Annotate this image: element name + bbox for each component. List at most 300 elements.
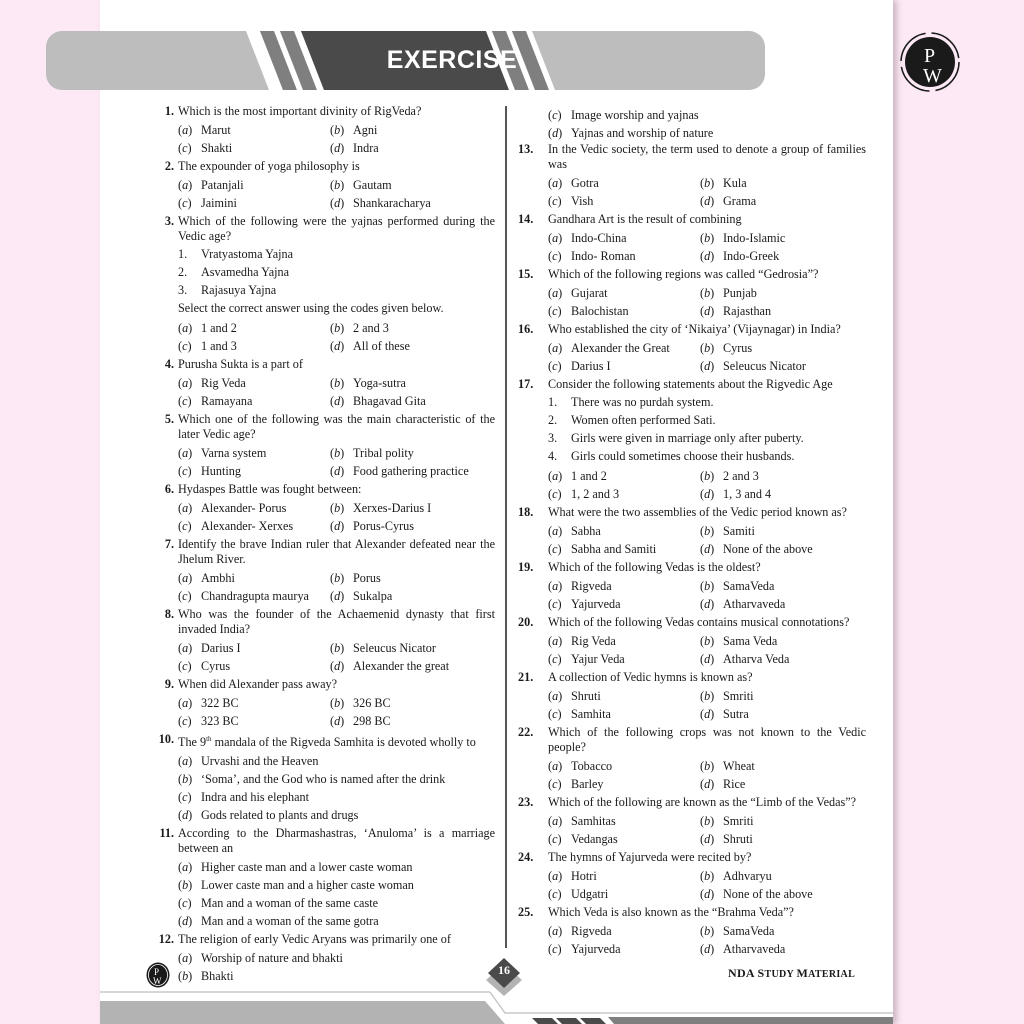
option-item [548,524,700,539]
question-text: Consider the following statements about the Rigvedic Age [548,377,833,391]
footer-decoration [100,990,893,1024]
question-text: Which of the following are known as the “Limb of the Vedas”? [548,795,857,809]
option-letter: b [704,523,711,538]
option-item [330,641,495,656]
option-text: Vedangas [571,831,618,846]
option-item [178,123,330,138]
option-letter: c [182,713,188,728]
question-number: 12. [158,932,174,947]
option-item [700,249,866,264]
option-letter: a [182,177,189,192]
option-item [548,579,700,594]
statement-number: 4. [548,449,558,463]
question-text: The hymns of Yajurveda were recited by? [548,850,752,864]
footer-pw-logo-icon [146,962,170,988]
option-label: (b) [330,445,345,460]
option-text: Xerxes-Darius I [353,500,432,515]
option-letter: c [182,140,188,155]
option-text: SamaVeda [723,578,775,593]
option-item [548,108,866,123]
option-letter: d [552,125,559,140]
option-label: (c) [548,486,562,501]
option-text: 1 and 2 [571,468,607,483]
option-item [178,376,330,391]
option-letter: a [552,340,559,355]
options-list [548,867,866,903]
option-label: (a) [178,753,193,768]
statement-number: 3. [548,431,558,445]
option-text: Bhagavad Gita [353,393,426,408]
options-list [548,339,866,375]
option-letter: a [182,122,189,137]
instruction-note: Select the correct answer using the codes given below. [178,301,444,315]
question-item [518,795,866,848]
option-label: (a) [178,695,193,710]
question-item [148,214,495,355]
option-item [330,321,495,336]
option-text: Samhita [571,706,611,721]
option-text: Porus [353,570,381,585]
option-letter: d [704,776,711,791]
option-text: 1 and 2 [201,320,237,335]
option-text: 298 BC [353,713,391,728]
option-letter: b [334,445,341,460]
option-letter: b [704,868,711,883]
option-item [178,321,330,336]
option-text: Gods related to plants and drugs [201,807,359,822]
option-label: (b) [700,813,715,828]
question-number: 15. [518,267,534,281]
option-text: Yoga-sutra [353,375,406,390]
option-label: (c) [548,303,562,318]
option-label: (a) [548,688,563,703]
option-letter: c [552,776,558,791]
question-number: 14. [518,212,534,226]
svg-text:P: P [154,967,160,977]
options-list [548,922,866,958]
pw-logo-icon [900,32,960,92]
option-letter: a [182,859,189,874]
option-label: (b) [178,968,193,983]
option-text: Rig Veda [201,375,246,390]
question-item [148,826,495,930]
option-text: Patanjali [201,177,244,192]
option-letter: c [552,596,558,611]
option-label: (b) [178,877,193,892]
statement-text: Girls were given in marriage only after puberty. [571,431,804,445]
option-text: Shakti [201,140,233,155]
option-letter: c [552,107,558,122]
statement-text: Rajasuya Yajna [201,283,277,297]
option-letter: c [182,195,188,210]
options-list [178,949,495,985]
options-list [548,522,866,558]
option-item [330,123,495,138]
options-list [548,757,866,793]
option-label: (a) [178,640,193,655]
question-text-part: mandala of the Rigveda Samhita is devoted wholly to [211,735,476,750]
option-label: (b) [330,500,345,515]
question-text: Which of the following crops was not known to the Vedic people? [548,725,866,754]
footer-title-part: M [796,966,809,980]
option-label: (a) [548,633,563,648]
option-letter: a [182,500,189,515]
option-label: (d) [700,831,715,846]
option-item [178,878,495,893]
option-letter: c [552,358,558,373]
question-text: Which of the following were the yajnas performed during the Vedic age? [178,214,495,243]
option-label: (b) [330,695,345,710]
option-label: (d) [700,886,715,901]
statement-item [178,247,495,262]
option-letter: a [552,813,559,828]
statement-number: 1. [548,395,558,409]
option-label: (d) [700,486,715,501]
option-item [178,808,495,823]
option-item [700,524,866,539]
question-item [518,670,866,723]
option-letter: b [182,771,189,786]
option-letter: b [704,633,711,648]
option-letter: a [182,375,189,390]
option-text: Tobacco [571,758,613,773]
question-item [518,267,866,320]
option-item [700,487,866,502]
option-text: 323 BC [201,713,239,728]
option-letter: d [182,913,189,928]
options-list [178,694,495,730]
option-item [178,501,330,516]
option-letter: c [182,588,188,603]
option-text: Man and a woman of the same gotra [201,913,379,928]
option-label: (b) [700,923,715,938]
option-label: (a) [548,868,563,883]
option-text: Tribal polity [353,445,414,460]
option-text: Atharvaveda [723,941,786,956]
option-label: (c) [178,518,192,533]
statement-text: Girls could sometimes choose their husbands. [571,449,795,463]
option-item [178,659,330,674]
option-text: Worship of nature and bhakti [201,950,343,965]
option-letter: b [334,500,341,515]
statement-number: 2. [548,413,558,427]
option-label: (d) [330,588,345,603]
option-letter: a [182,950,189,965]
option-text: Chandragupta maurya [201,588,309,603]
option-label: (d) [700,358,715,373]
question-number: 17. [518,377,534,391]
option-text: Cyrus [723,340,753,355]
option-item [178,339,330,354]
question-text: Hydaspes Battle was fought between: [178,482,362,496]
option-letter: a [182,695,189,710]
option-label: (b) [700,578,715,593]
option-item [548,759,700,774]
option-letter: b [182,877,189,892]
option-label: (a) [178,570,193,585]
option-item [330,571,495,586]
question-item [148,537,495,605]
option-label: (a) [178,445,193,460]
option-label: (a) [548,468,563,483]
option-text: Shruti [723,831,753,846]
option-letter: c [552,303,558,318]
option-letter: d [704,358,711,373]
option-letter: a [182,320,189,335]
option-letter: a [552,923,559,938]
option-letter: a [552,758,559,773]
option-item [330,519,495,534]
option-label: (b) [178,771,193,786]
question-item [518,142,866,210]
option-letter: b [704,688,711,703]
option-text: Balochistan [571,303,629,318]
option-label: (b) [700,688,715,703]
option-text: Darius I [201,640,241,655]
option-text: Rigveda [571,578,612,593]
option-letter: d [334,140,341,155]
option-item [330,446,495,461]
question-text: According to the Dharmashastras, ‘Anuloma’ is a marriage between an [178,826,495,856]
option-item [700,887,866,902]
option-label: (d) [330,140,345,155]
option-text: Sukalpa [353,588,393,603]
option-letter: c [552,193,558,208]
option-item [178,641,330,656]
option-text: Rig Veda [571,633,616,648]
option-item [700,579,866,594]
option-item [548,359,700,374]
option-label: (d) [330,195,345,210]
option-letter: d [334,393,341,408]
option-item [330,178,495,193]
option-item [178,696,330,711]
option-item [548,176,700,191]
option-label: (d) [700,303,715,318]
option-text: None of the above [723,541,813,556]
option-item [548,814,700,829]
option-text: Yajnas and worship of nature [571,125,714,140]
question-text: In the Vedic society, the term used to denote a group of families was [548,142,866,171]
option-item [548,487,700,502]
options-list [548,229,866,265]
question-text: Which is the most important divinity of RigVeda? [178,104,422,118]
option-label: (d) [330,393,345,408]
question-number: 3. [164,214,174,228]
option-text: Rajasthan [723,303,772,318]
option-label: (c) [548,596,562,611]
question-text: When did Alexander pass away? [178,677,338,691]
option-label: (a) [178,950,193,965]
option-label: (d) [330,518,345,533]
question-number: 7. [164,537,174,551]
option-text: Smriti [723,688,754,703]
option-label: (c) [178,140,192,155]
option-item [700,359,866,374]
statement-item [548,449,866,464]
option-item [700,707,866,722]
svg-text:W: W [153,976,162,986]
option-letter: c [182,895,188,910]
option-label: (b) [330,122,345,137]
question-number: 22. [518,725,534,739]
option-text: Ambhi [201,570,235,585]
option-item [700,194,866,209]
option-label: (c) [548,107,562,122]
option-label: (a) [548,813,563,828]
option-text: Seleucus Nicator [353,640,436,655]
option-label: (a) [178,122,193,137]
option-item [330,464,495,479]
option-letter: c [182,463,188,478]
option-item [178,394,330,409]
question-number: 9. [164,677,174,691]
option-letter: a [552,285,559,300]
option-text: Barley [571,776,604,791]
option-text: Gotra [571,175,599,190]
option-label: (b) [700,285,715,300]
question-number: 18. [518,505,534,519]
option-letter: b [704,468,711,483]
question-text: Which of the following Vedas contains musical connotations? [548,615,850,629]
question-text: Who established the city of ‘Nikaiya’ (Vijaynagar) in India? [548,322,841,336]
option-letter: a [552,868,559,883]
question-text: Which of the following Vedas is the oldest? [548,560,761,574]
option-label: (a) [548,923,563,938]
option-letter: d [334,518,341,533]
option-item [548,634,700,649]
question-item [518,850,866,903]
question-number: 5. [164,412,174,426]
option-text: Indra and his elephant [201,789,309,804]
question-text: Gandhara Art is the result of combining [548,212,742,226]
question-number: 25. [518,905,534,919]
option-text: Atharvaveda [723,596,786,611]
option-letter: c [552,248,558,263]
option-item [330,659,495,674]
option-letter: c [552,941,558,956]
question-item [148,677,495,730]
option-item [330,376,495,391]
option-label: (b) [700,758,715,773]
option-label: (c) [548,941,562,956]
option-item [330,196,495,211]
question-number: 24. [518,850,534,864]
option-item [700,832,866,847]
option-letter: b [704,578,711,593]
option-label: (c) [548,831,562,846]
option-text: Gujarat [571,285,608,300]
option-text: 2 and 3 [353,320,389,335]
option-letter: d [182,807,189,822]
option-item [700,634,866,649]
option-letter: d [704,596,711,611]
option-letter: d [704,541,711,556]
option-text: Sabha and Samiti [571,541,657,556]
option-letter: c [552,831,558,846]
option-item [178,196,330,211]
option-item [548,286,700,301]
option-text: Indo-Islamic [723,230,786,245]
footer-title-part: TUDY [764,969,797,980]
option-item [700,304,866,319]
question-item [518,725,866,793]
option-item [548,777,700,792]
option-label: (b) [330,320,345,335]
option-item [700,777,866,792]
option-item [700,814,866,829]
question-number: 13. [518,142,534,156]
option-item [548,869,700,884]
options-list [178,569,495,605]
question-item [518,322,866,375]
option-letter: a [552,230,559,245]
option-letter: c [552,486,558,501]
option-text: Alexander- Porus [201,500,287,515]
option-label: (c) [178,588,192,603]
option-label: (d) [330,338,345,353]
option-text: Man and a woman of the same caste [201,895,378,910]
question-number: 23. [518,795,534,809]
option-text: 326 BC [353,695,391,710]
question-item [518,905,866,958]
option-text: SamaVeda [723,923,775,938]
option-text: Adhvaryu [723,868,772,883]
option-label: (d) [700,706,715,721]
option-item [700,286,866,301]
statement-number: 1. [178,247,188,261]
option-label: (d) [178,807,193,822]
option-text: Sama Veda [723,633,778,648]
option-label: (a) [548,758,563,773]
exercise-banner [46,31,765,90]
option-letter: a [552,578,559,593]
options-list [548,812,866,848]
question-text [178,732,495,750]
option-letter: d [334,338,341,353]
option-label: (a) [548,340,563,355]
option-letter: a [552,175,559,190]
right-column [518,104,866,960]
option-text: Atharva Veda [723,651,790,666]
statement-number: 2. [178,265,188,279]
statement-text: Asvamedha Yajna [201,265,290,279]
option-letter: d [704,193,711,208]
question-item [148,104,495,157]
question-text: Which Veda is also known as the “Brahma Veda”? [548,905,794,919]
option-text: Rigveda [571,923,612,938]
option-label: (c) [178,658,192,673]
option-letter: d [704,651,711,666]
column-divider [505,106,507,948]
question-item [148,412,495,480]
statement-item [548,413,866,428]
option-letter: d [704,303,711,318]
option-item [700,689,866,704]
option-item [700,341,866,356]
option-item [178,519,330,534]
option-letter: b [704,230,711,245]
statement-text: Women often performed Sati. [571,413,716,427]
option-letter: c [552,886,558,901]
statements-list [178,247,495,298]
option-item [548,652,700,667]
option-item [548,597,700,612]
option-item [330,589,495,604]
page-title: EXERCISE [386,46,518,74]
option-text: Darius I [571,358,611,373]
superscript: th [206,735,212,743]
